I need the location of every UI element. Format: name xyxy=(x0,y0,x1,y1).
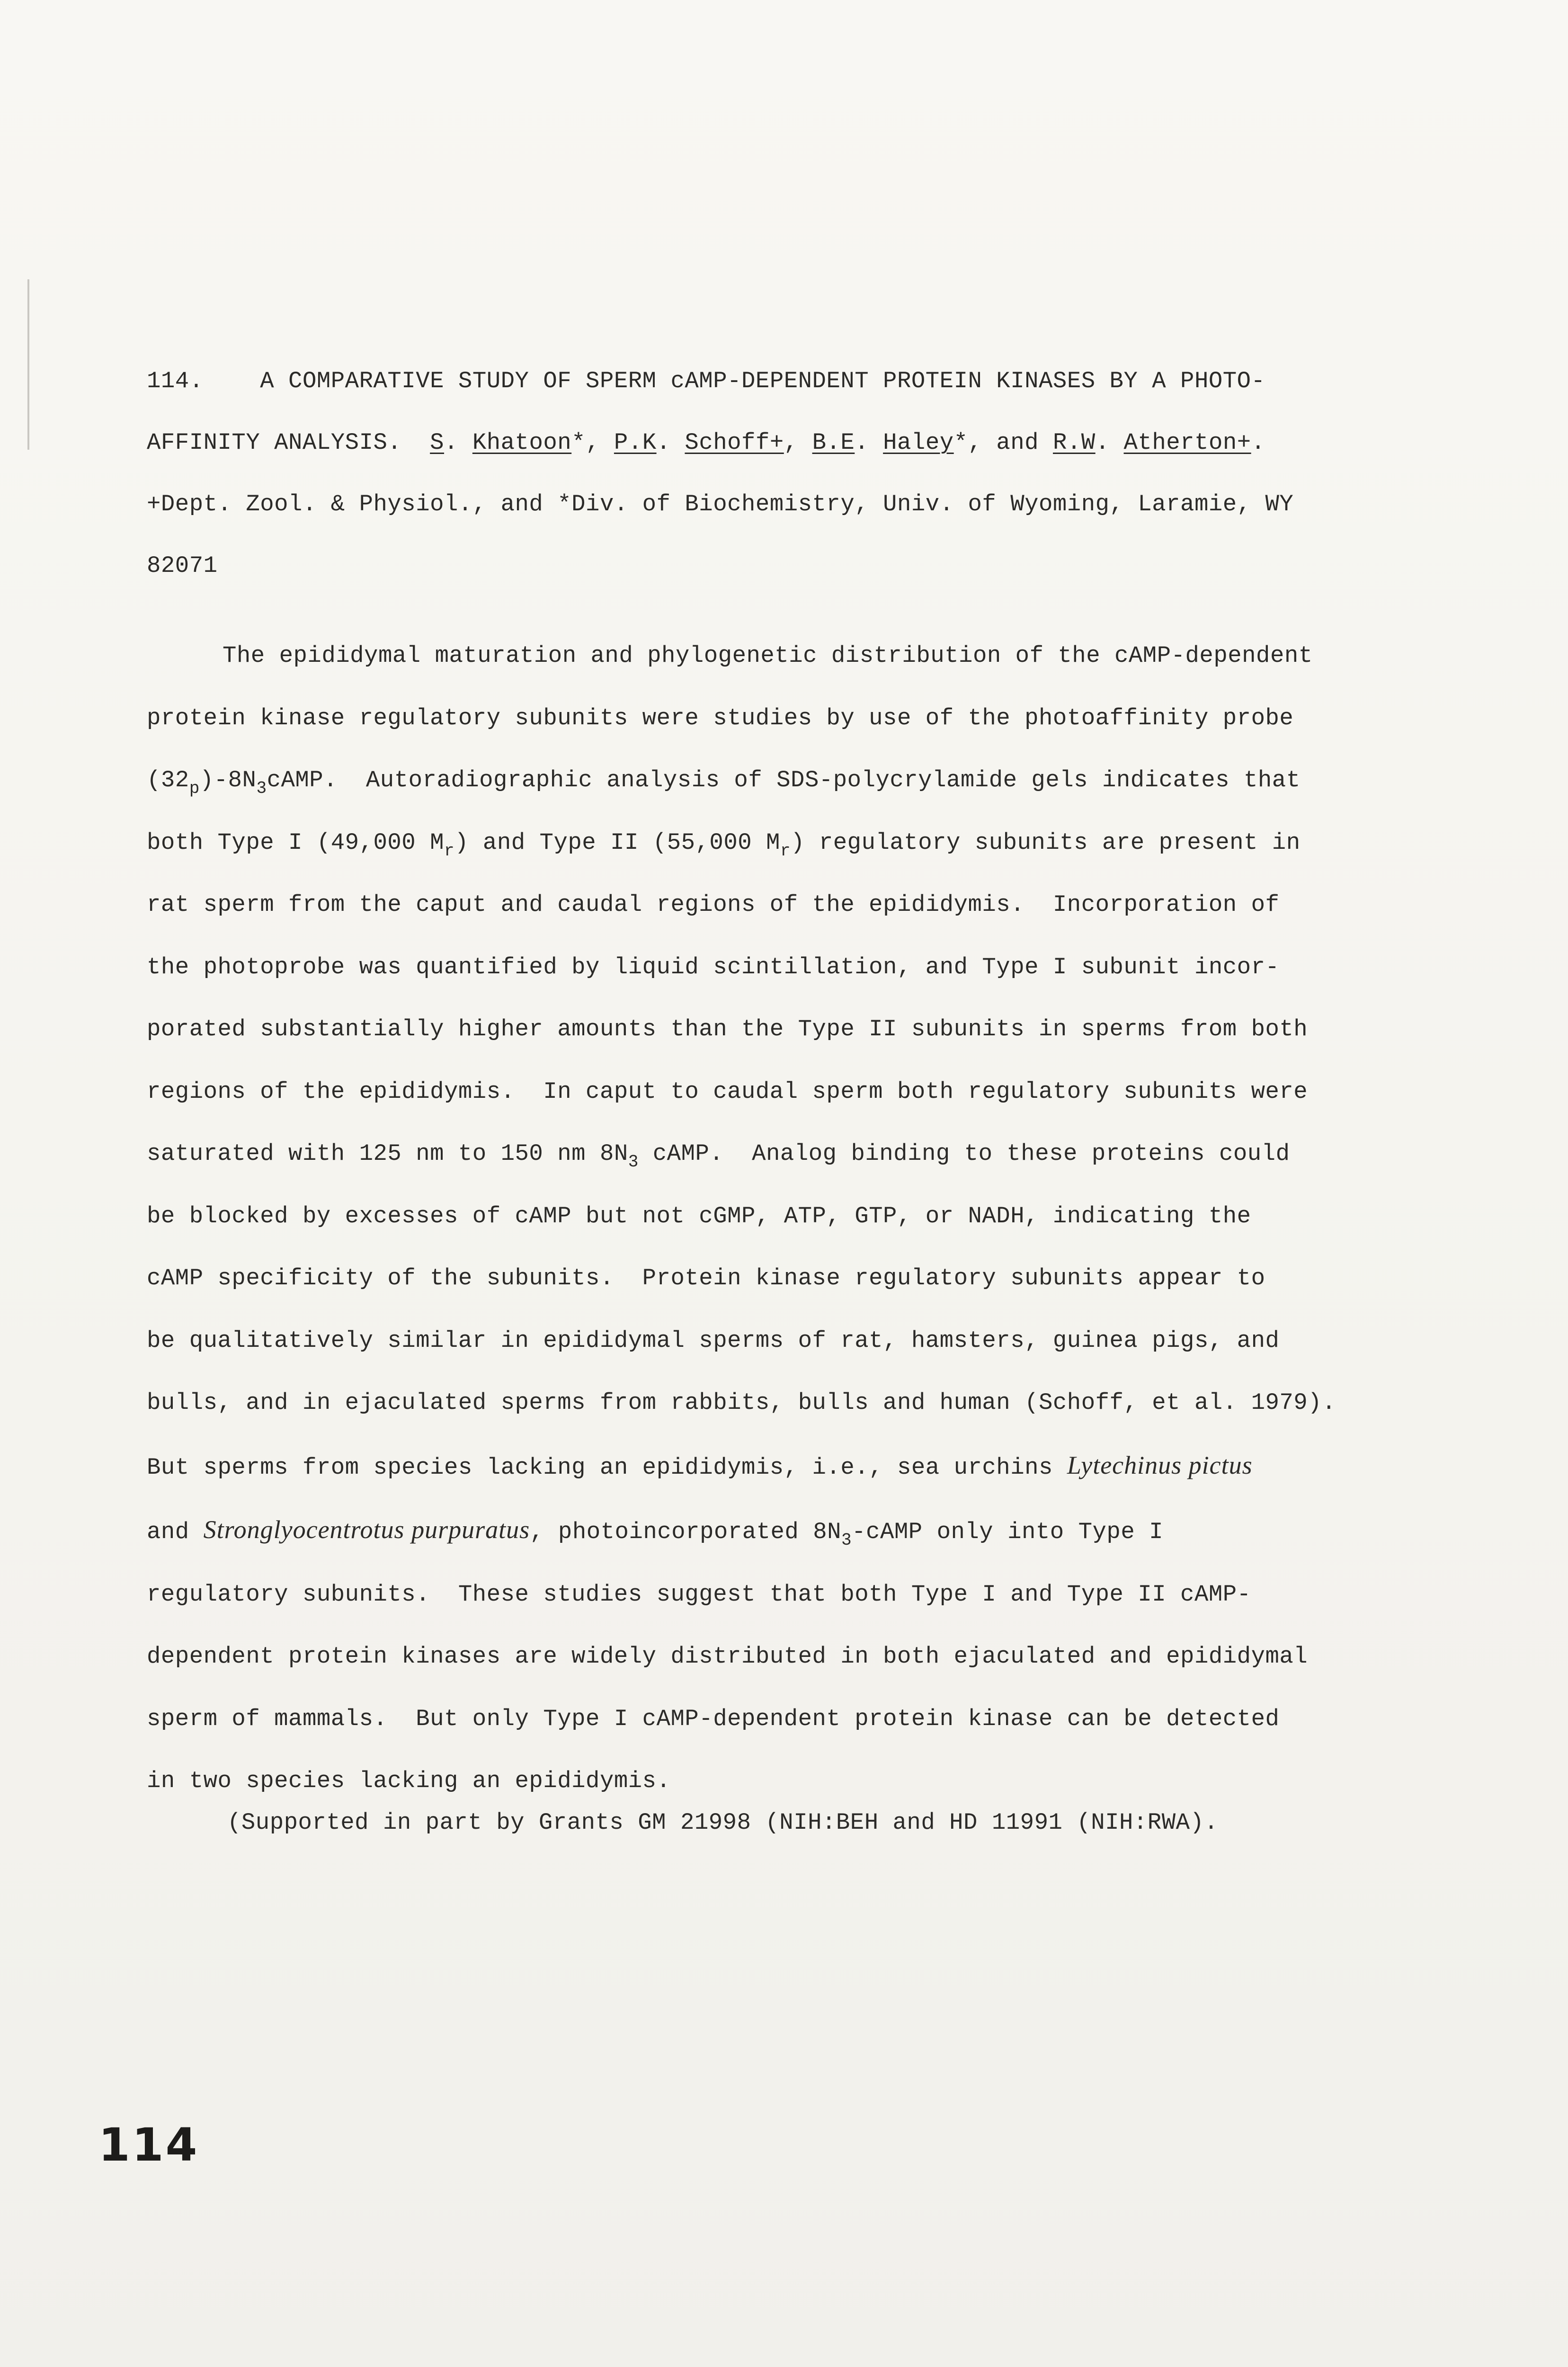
title-line-2: AFFINITY ANALYSIS. S. Khatoon*, P.K. Schoff+, B.E. Haley*, and R.W. Atherton+. xyxy=(147,429,1265,456)
abstract-line: be qualitatively similar in epididymal sperms of rat, hamsters, guinea pigs, and xyxy=(147,1327,1280,1354)
abstract-line: rat sperm from the caput and caudal regions of the epididymis. Incorporation of xyxy=(147,891,1280,918)
title-line-1 xyxy=(147,350,1425,412)
page-number: 114 xyxy=(98,2118,199,2171)
abstract-header xyxy=(147,350,1425,596)
abstract-line: bulls, and in ejaculated sperms from rabbits, bulls and human (Schoff, et al. 1979). xyxy=(147,1389,1336,1416)
abstract-line: and Stronglyocentrotus purpuratus, photoincorporated $8N_3$-cAMP only into Type I xyxy=(147,1515,1164,1550)
abstract-line: protein kinase regulatory subunits were studies by use of the photoaffinity probe xyxy=(147,704,1294,731)
affiliation-line-1: +Dept. Zool. & Physiol., and *Div. of Biochemistry, Univ. of Wyoming, Laramie, WY xyxy=(147,491,1294,517)
species-name: Lytechinus pictus xyxy=(1067,1450,1253,1479)
author-schoff: P.K xyxy=(614,429,657,456)
abstract-line: regions of the epididymis. In caput to caudal sperm both regulatory subunits were xyxy=(147,1078,1308,1105)
author-atherton: R.W xyxy=(1052,429,1096,456)
abstract-line: be blocked by excesses of cAMP but not cGMP, ATP, GTP, or NADH, indicating the xyxy=(147,1202,1251,1229)
affiliation-line-2: 82071 xyxy=(147,552,218,579)
funding-note: (Supported in part by Grants GM 21998 (NIH:BEH and HD 11991 (NIH:RWA). xyxy=(227,1809,1219,1836)
abstract-line: in two species lacking an epididymis. xyxy=(147,1768,671,1794)
author-khatoon: S xyxy=(430,429,445,456)
abstract-line: But sperms from species lacking an epididymis, i.e., sea urchins Lytechinus pictus xyxy=(147,1450,1253,1481)
abstract-line: sperm of mammals. But only Type I cAMP-dependent protein kinase can be detected xyxy=(147,1705,1280,1732)
species-name: Stronglyocentrotus purpuratus xyxy=(203,1515,530,1544)
page-edge-mark xyxy=(27,279,29,450)
abstract-line: dependent protein kinases are widely distributed in both ejaculated and epididymal xyxy=(147,1643,1308,1670)
abstract-body xyxy=(147,625,1425,1813)
abstract-line: both Type I (49,000 $M_r$) and Type II (55,000 $M_r$) regulatory subunits are present in xyxy=(147,829,1301,861)
abstract-line: saturated with 125 nm to 150 nm $8N_3$ cAMP. Analog binding to these proteins could xyxy=(147,1140,1290,1172)
abstract-number: 114. xyxy=(147,368,204,394)
abstract-line: porated substantially higher amounts than the Type II subunits in sperms from both xyxy=(147,1016,1308,1042)
abstract-line: regulatory subunits. These studies suggest that both Type I and Type II cAMP- xyxy=(147,1581,1251,1608)
author-haley: B.E xyxy=(812,429,855,456)
abstract-title: A COMPARATIVE STUDY OF SPERM cAMP-DEPENDENT PROTEIN KINASES BY A PHOTO- xyxy=(260,368,1265,394)
abstract-line: The epididymal maturation and phylogenetic distribution of the cAMP-dependent xyxy=(223,642,1313,669)
abstract-line: the photoprobe was quantified by liquid scintillation, and Type I subunit incor- xyxy=(147,953,1280,980)
abstract-line: $(32_p)-8N_3cAMP$. Autoradiographic analysis of SDS-polycrylamide gels indicates that xyxy=(147,767,1301,798)
abstract-line: cAMP specificity of the subunits. Protein kinase regulatory subunits appear to xyxy=(147,1265,1265,1291)
